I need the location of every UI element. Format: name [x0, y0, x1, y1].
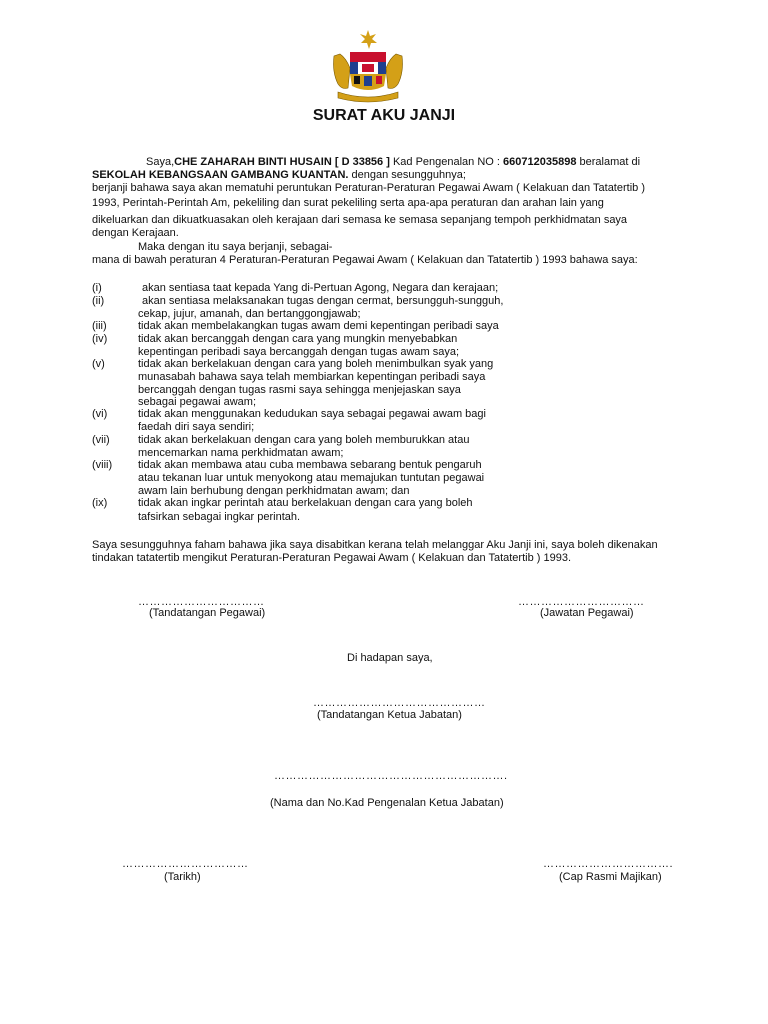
list-item-num: (vii) [92, 434, 110, 446]
closing-line-2: tindakan tatatertib mengikut Peraturan-Peraturan Pegawai Awam ( Kelakuan dan Tatatertib ) 1993. [92, 552, 571, 564]
signature-line-cap: ……………………………. [543, 858, 674, 870]
intro-line-2 [92, 169, 466, 182]
list-item-num: (ii) [92, 295, 105, 307]
list-item-line: tidak akan membawa atau cuba membawa sebarang bentuk pengaruh [138, 459, 482, 471]
list-item-num: (ix) [92, 497, 108, 509]
list-item-num: (v) [92, 358, 105, 370]
list-item-line: akan sentiasa taat kepada Yang di-Pertuan Agong, Negara dan kerajaan; [142, 282, 499, 294]
label-tandatangan-ketua: (Tandatangan Ketua Jabatan) [317, 709, 462, 721]
label-tarikh: (Tarikh) [164, 871, 201, 883]
signature-line-tarikh: …………………………… [122, 858, 249, 870]
list-item-line: akan sentiasa melaksanakan tugas dengan cermat, bersungguh-sungguh, [142, 295, 504, 307]
list-item-line: sebagai pegawai awam; [138, 396, 257, 408]
signature-line-pegawai: …………………………… [138, 596, 265, 608]
signature-line-ketua: ……………………………………… [313, 697, 486, 709]
list-item-line: kepentingan peribadi saya bercanggah dengan tugas awam saya; [138, 346, 460, 358]
label-tandatangan-pegawai: (Tandatangan Pegawai) [149, 607, 266, 619]
intro-line-3: berjanji bahawa saya akan mematuhi peruntukan Peraturan-Peraturan Pegawai Awam ( Kelakuan dan Tatatertib ) [92, 182, 645, 194]
label-di-hadapan: Di hadapan saya, [347, 652, 433, 664]
intro-prefix: Saya, [146, 156, 175, 168]
list-item-num: (viii) [92, 459, 113, 471]
list-item-line: tidak akan menggunakan kedudukan saya sebagai pegawai awam bagi [138, 408, 486, 420]
list-item-line: bercanggah dengan tugas rasmi saya sehingga menjejaskan saya [138, 384, 461, 396]
intro-line-7: Maka dengan itu saya berjanji, sebagai- [138, 241, 333, 253]
signature-line-jawatan: …………………………… [518, 596, 645, 608]
list-item-line: tidak akan bercanggah dengan cara yang mungkin menyebabkan [138, 333, 458, 345]
list-item-line: cekap, jujur, amanah, dan bertanggongjawab; [138, 308, 361, 320]
list-item-line: tafsirkan sebagai ingkar perintah. [138, 511, 301, 523]
list-item-num: (vi) [92, 408, 108, 420]
list-item-line: faedah diri saya sendiri; [138, 421, 255, 433]
label-nama-ketua: (Nama dan No.Kad Pengenalan Ketua Jabatan) [270, 797, 504, 809]
list-item-num: (i) [92, 282, 102, 294]
signature-line-nama-ketua: ……………………………………………………. [274, 770, 508, 782]
school-name: SEKOLAH KEBANGSAAN GAMBANG KUANTAN. [92, 169, 349, 181]
document-title: SURAT AKU JANJI [312, 107, 456, 124]
list-item-num: (iv) [92, 333, 108, 345]
intro-line-2-suffix: dengan sesungguhnya; [348, 169, 466, 181]
intro-suffix: beralamat di [576, 156, 641, 168]
intro-line-1 [146, 156, 640, 169]
kp-label: Kad Pengenalan NO : [389, 156, 504, 168]
intro-line-8: mana di bawah peraturan 4 Peraturan-Peraturan Pegawai Awam ( Kelakuan dan Tatatertib ) 1993 bahawa saya: [92, 254, 638, 266]
intro-line-5: dikeluarkan dan dikuatkuasakan oleh kerajaan dari semasa ke semasa sepanjang tempoh perkhidmatan saya [92, 214, 628, 226]
list-item-num: (iii) [92, 320, 107, 332]
list-item-line: tidak akan ingkar perintah atau berkelakuan dengan cara yang boleh [138, 497, 473, 509]
intro-line-6: dengan Kerajaan. [92, 227, 179, 239]
list-item-line: tidak akan berkelakuan dengan cara yang boleh menimbulkan syak yang [138, 358, 494, 370]
list-item-line: tidak akan berkelakuan dengan cara yang boleh memburukkan atau [138, 434, 470, 446]
intro-line-4: 1993, Perintah-Perintah Am, pekeliling dan surat pekeliling serta apa-apa peraturan dan arahan lain yang [92, 197, 604, 209]
list-item-line: awam lain berhubung dengan perkhidmatan awam; dan [138, 485, 410, 497]
label-jawatan-pegawai: (Jawatan Pegawai) [540, 607, 634, 619]
list-item-line: tidak akan membelakangkan tugas awam demi kepentingan peribadi saya [138, 320, 499, 332]
label-cap-rasmi: (Cap Rasmi Majikan) [559, 871, 662, 883]
list-item-line: mencemarkan nama perkhidmatan awam; [138, 447, 344, 459]
officer-name: CHE ZAHARAH BINTI HUSAIN [ D 33856 ] [174, 156, 390, 168]
list-item-line: munasabah bahawa saya telah membiarkan kepentingan peribadi saya [138, 371, 486, 383]
coat-of-arms-emblem [328, 28, 408, 104]
closing-line-1: Saya sesungguhnya faham bahawa jika saya disabitkan kerana telah melanggar Aku Janji ini, saya boleh dikenakan [92, 539, 658, 551]
list-item-line: atau tekanan luar untuk menyokong atau memajukan tuntutan pegawai [138, 472, 485, 484]
ic-number: 660712035898 [503, 156, 577, 168]
